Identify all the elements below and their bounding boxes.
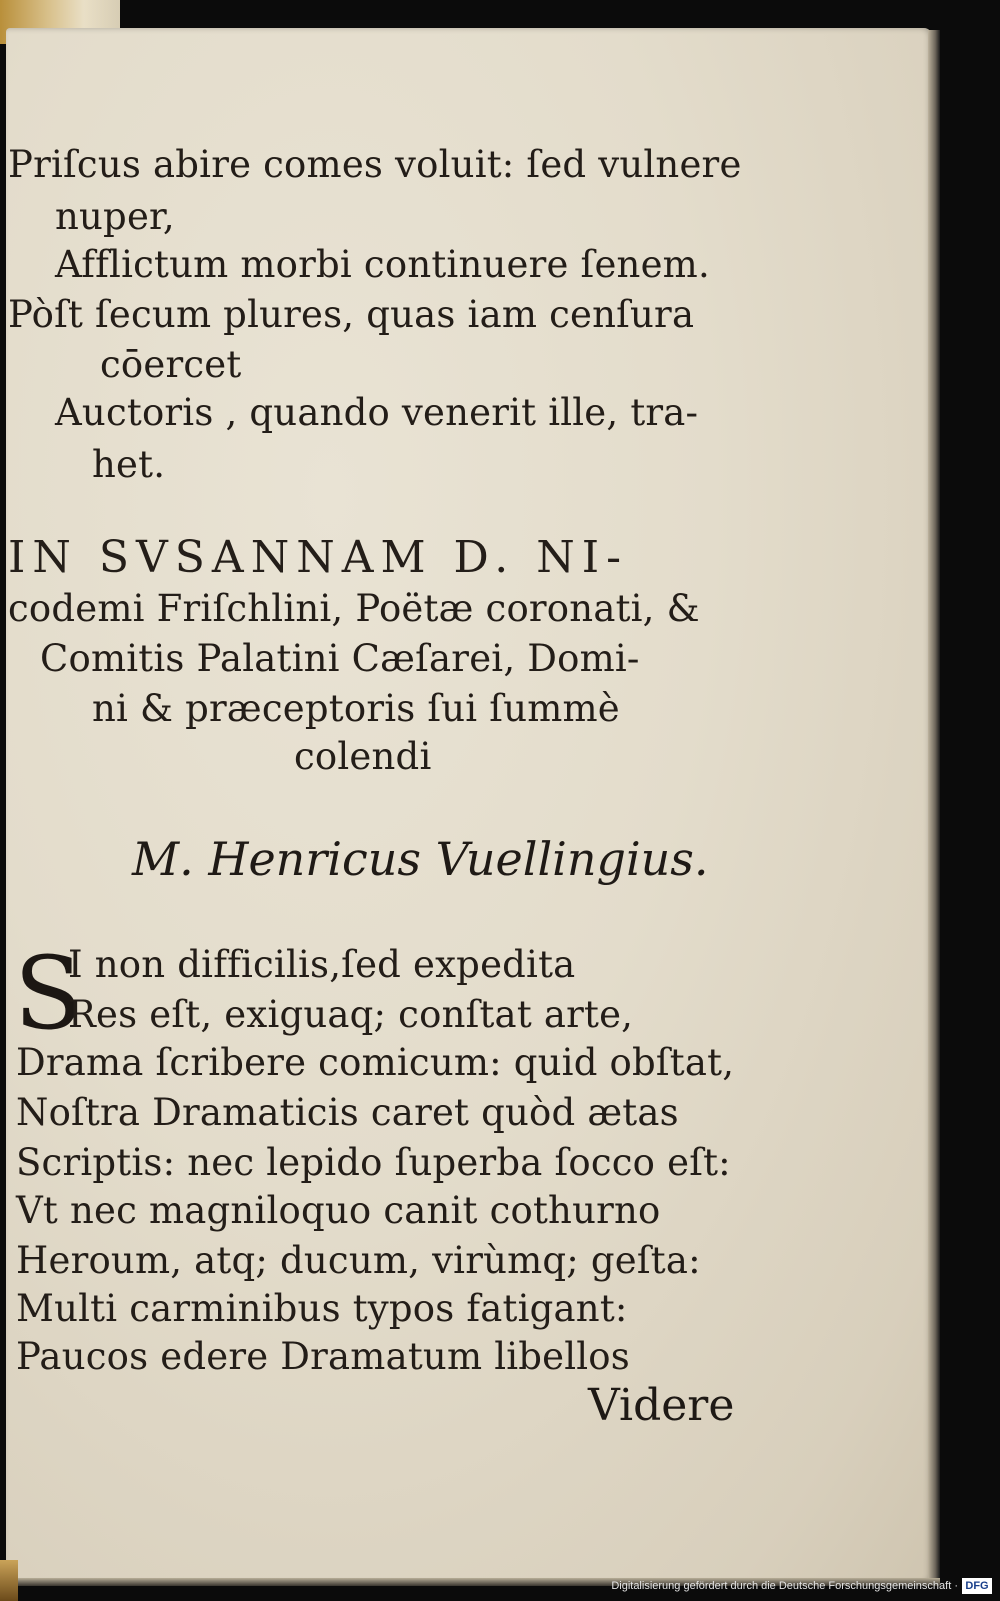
- poem-line: Drama ſcribere comicum: quid obſtat,: [16, 1041, 735, 1084]
- poem-top-line: Pòſt ſecum plures, quas iam cenſura: [8, 293, 695, 336]
- poem-line: Res eſt, exiguaq; conſtat arte,: [68, 993, 634, 1036]
- poem-top-line: cōercet: [100, 343, 242, 386]
- heading-line: ni & præceptoris ſui ſummè: [92, 687, 620, 730]
- poem-line: Vt nec magniloquo canit cothurno: [16, 1189, 661, 1232]
- section-heading: IN SVSANNAM D. NI-: [8, 532, 628, 583]
- author-name: M. Henricus Vuellingius.: [132, 832, 709, 886]
- poem-top-line: Priſcus abire comes voluit: ſed vulnere: [8, 143, 742, 186]
- poem-line: Heroum, atq; ducum, virùmq; geſta:: [16, 1239, 701, 1282]
- poem-top-line: Afflictum morbi continuere ſenem.: [55, 243, 710, 286]
- heading-line: Comitis Palatini Cæſarei, Domi-: [40, 637, 640, 680]
- drop-cap: S: [14, 935, 83, 1052]
- poem-top-line: Auctoris , quando venerit ille, tra-: [55, 391, 699, 434]
- poem-line: Multi carminibus typos fatigant:: [16, 1287, 628, 1330]
- poem-line: Noſtra Dramaticis caret quòd ætas: [16, 1091, 679, 1134]
- poem-line: I non difficilis,ſed expedita: [68, 943, 576, 986]
- heading-line: colendi: [294, 735, 432, 778]
- page-edge: [928, 30, 940, 1582]
- heading-line: codemi Friſchlini, Poëtæ coronati, &: [8, 587, 700, 630]
- funding-credit: Digitalisierung gefördert durch die Deutsche Forschungsgemeinschaft ·: [611, 1580, 958, 1592]
- poem-line: Paucos edere Dramatum libellos: [16, 1335, 630, 1378]
- poem-line: Scriptis: nec lepido ſuperba ſocco eſt:: [16, 1141, 731, 1184]
- book-corner: [0, 1560, 18, 1601]
- poem-top-line: het.: [92, 443, 166, 486]
- catchword: Videre: [588, 1380, 735, 1431]
- poem-top-line: nuper,: [55, 195, 175, 238]
- dfg-logo: DFG: [962, 1578, 992, 1594]
